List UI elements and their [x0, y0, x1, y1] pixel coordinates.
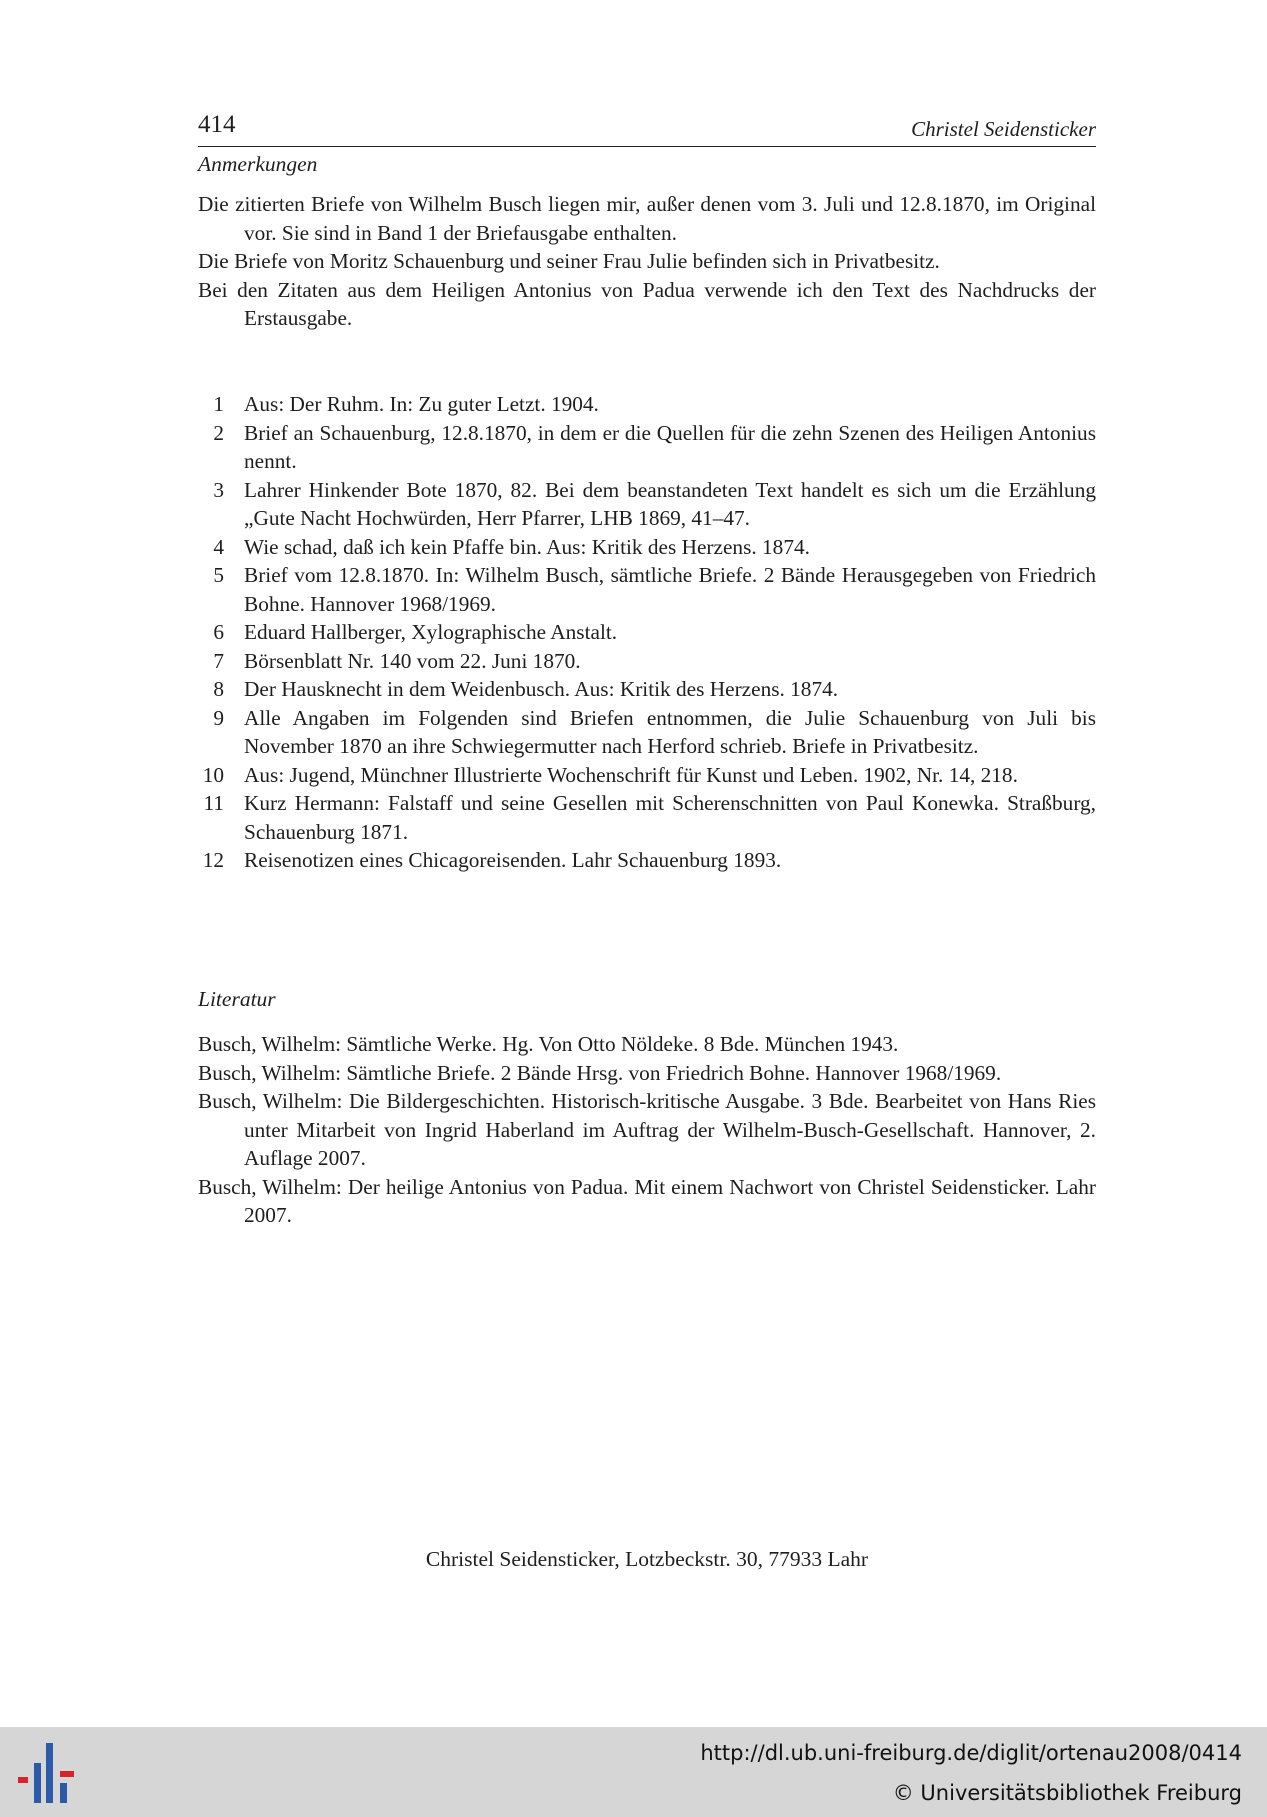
- note-text: Reisenotizen eines Chicagoreisenden. Lahr Schauenburg 1893.: [244, 848, 782, 872]
- note-text: Aus: Jugend, Münchner Illustrierte Wochenschrift für Kunst und Leben. 1902, Nr. 14, 218.: [244, 762, 1018, 787]
- note-text: Der Hausknecht in dem Weidenbusch. Aus: Kritik des Herzens. 1874.: [244, 677, 839, 701]
- note-text: Börsenblatt Nr. 140 vom 22. Juni 1870.: [244, 648, 581, 673]
- note-item: [198, 761, 1096, 790]
- note-text: Alle Angaben im Folgenden sind Briefen entnommen, die Julie Schauenburg von Juli bis November 1870 an ihre Schwiegermutter nach Herford schrieb. Briefe in Privatbesitz.: [244, 705, 1096, 758]
- note-item: [198, 846, 1096, 875]
- note-number: 5: [213, 563, 224, 587]
- footer-copyright: © Universitätsbibliothek Freiburg: [892, 1781, 1242, 1805]
- page-header: [198, 108, 1096, 147]
- note-item: [198, 647, 1096, 676]
- literature-entry: Busch, Wilhelm: Die Bildergeschichten. Historisch-kritische Ausgabe. 3 Bde. Bearbeitet von Hans Ries unter Mitarbeit von Ingrid Haberland im Auftrag der Wilhelm-Busch-Gesellschaft. Hannover, 2. Auflage 2007.: [198, 1089, 1096, 1170]
- page-number: 414: [198, 111, 236, 138]
- running-head: Christel Seidensticker: [911, 117, 1096, 141]
- intro-paragraph: Bei den Zitaten aus dem Heiligen Antonius von Padua verwende ich den Text des Nachdrucks der Erstausgabe.: [198, 277, 1096, 330]
- note-text: Brief an Schauenburg, 12.8.1870, in dem er die Quellen für die zehn Szenen des Heiligen Antonius nennt.: [244, 420, 1096, 473]
- intro-paragraph: Die zitierten Briefe von Wilhelm Busch liegen mir, außer denen vom 3. Juli und 12.8.1870, im Original vor. Sie sind in Band 1 der Briefausgabe enthalten.: [198, 192, 1096, 245]
- note-text: Eduard Hallberger, Xylographische Anstalt.: [244, 620, 618, 644]
- notes-section-title: Anmerkungen: [198, 152, 318, 176]
- note-number: 8: [213, 677, 224, 701]
- note-number: 1: [213, 392, 224, 416]
- note-number: 4: [213, 534, 224, 559]
- note-item: [198, 419, 1096, 476]
- note-text: Aus: Der Ruhm. In: Zu guter Letzt. 1904.: [244, 392, 599, 416]
- ub-freiburg-logo-icon: [16, 1741, 80, 1805]
- literature-entry: Busch, Wilhelm: Sämtliche Werke. Hg. Von Otto Nöldeke. 8 Bde. München 1943.: [198, 1032, 899, 1056]
- note-item: [198, 704, 1096, 761]
- literature-entry: Busch, Wilhelm: Der heilige Antonius von Padua. Mit einem Nachwort von Christel Seidensticker. Lahr 2007.: [198, 1174, 1096, 1227]
- note-item: [198, 675, 1096, 704]
- note-item: [198, 476, 1096, 533]
- note-number: 12: [202, 848, 224, 872]
- literature-list: [198, 1030, 1096, 1230]
- author-address: Christel Seidensticker, Lotzbeckstr. 30, 77933 Lahr: [425, 1547, 869, 1571]
- note-text: Lahrer Hinkender Bote 1870, 82. Bei dem beanstandeten Text handelt es sich um die Erzählung „Gute Nacht Hochwürden, Herr Pfarrer, LHB 1869, 41–47.: [244, 477, 1096, 530]
- literature-section-title: Literatur: [198, 987, 276, 1011]
- note-text: Kurz Hermann: Falstaff und seine Gesellen mit Scherenschnitten von Paul Konewka. Straßburg, Schauenburg 1871.: [244, 791, 1096, 844]
- note-number: 11: [203, 791, 224, 815]
- intro-paragraph: Die Briefe von Moritz Schauenburg und seiner Frau Julie befinden sich in Privatbesitz.: [198, 249, 940, 273]
- notes-intro: [198, 190, 1096, 333]
- note-item: [198, 561, 1096, 618]
- footer-bar: [0, 1727, 1267, 1817]
- note-number: 6: [213, 620, 224, 644]
- note-number: 3: [213, 477, 224, 502]
- note-text: Brief vom 12.8.1870. In: Wilhelm Busch, sämtliche Briefe. 2 Bände Herausgegeben von Friedrich Bohne. Hannover 1968/1969.: [244, 563, 1096, 616]
- note-item: [198, 390, 1096, 419]
- note-number: 7: [213, 648, 224, 673]
- notes-list: [198, 390, 1096, 875]
- note-number: 10: [202, 762, 224, 787]
- note-number: 9: [213, 705, 224, 730]
- note-item: [198, 618, 1096, 647]
- footer-url-link[interactable]: http://dl.ub.uni-freiburg.de/diglit/ortenau2008/0414: [700, 1741, 1242, 1765]
- literature-entry: Busch, Wilhelm: Sämtliche Briefe. 2 Bände Hrsg. von Friedrich Bohne. Hannover 1968/1969.: [198, 1060, 1002, 1085]
- note-number: 2: [213, 420, 224, 445]
- note-text: Wie schad, daß ich kein Pfaffe bin. Aus: Kritik des Herzens. 1874.: [244, 534, 810, 559]
- note-item: [198, 789, 1096, 846]
- note-item: [198, 533, 1096, 562]
